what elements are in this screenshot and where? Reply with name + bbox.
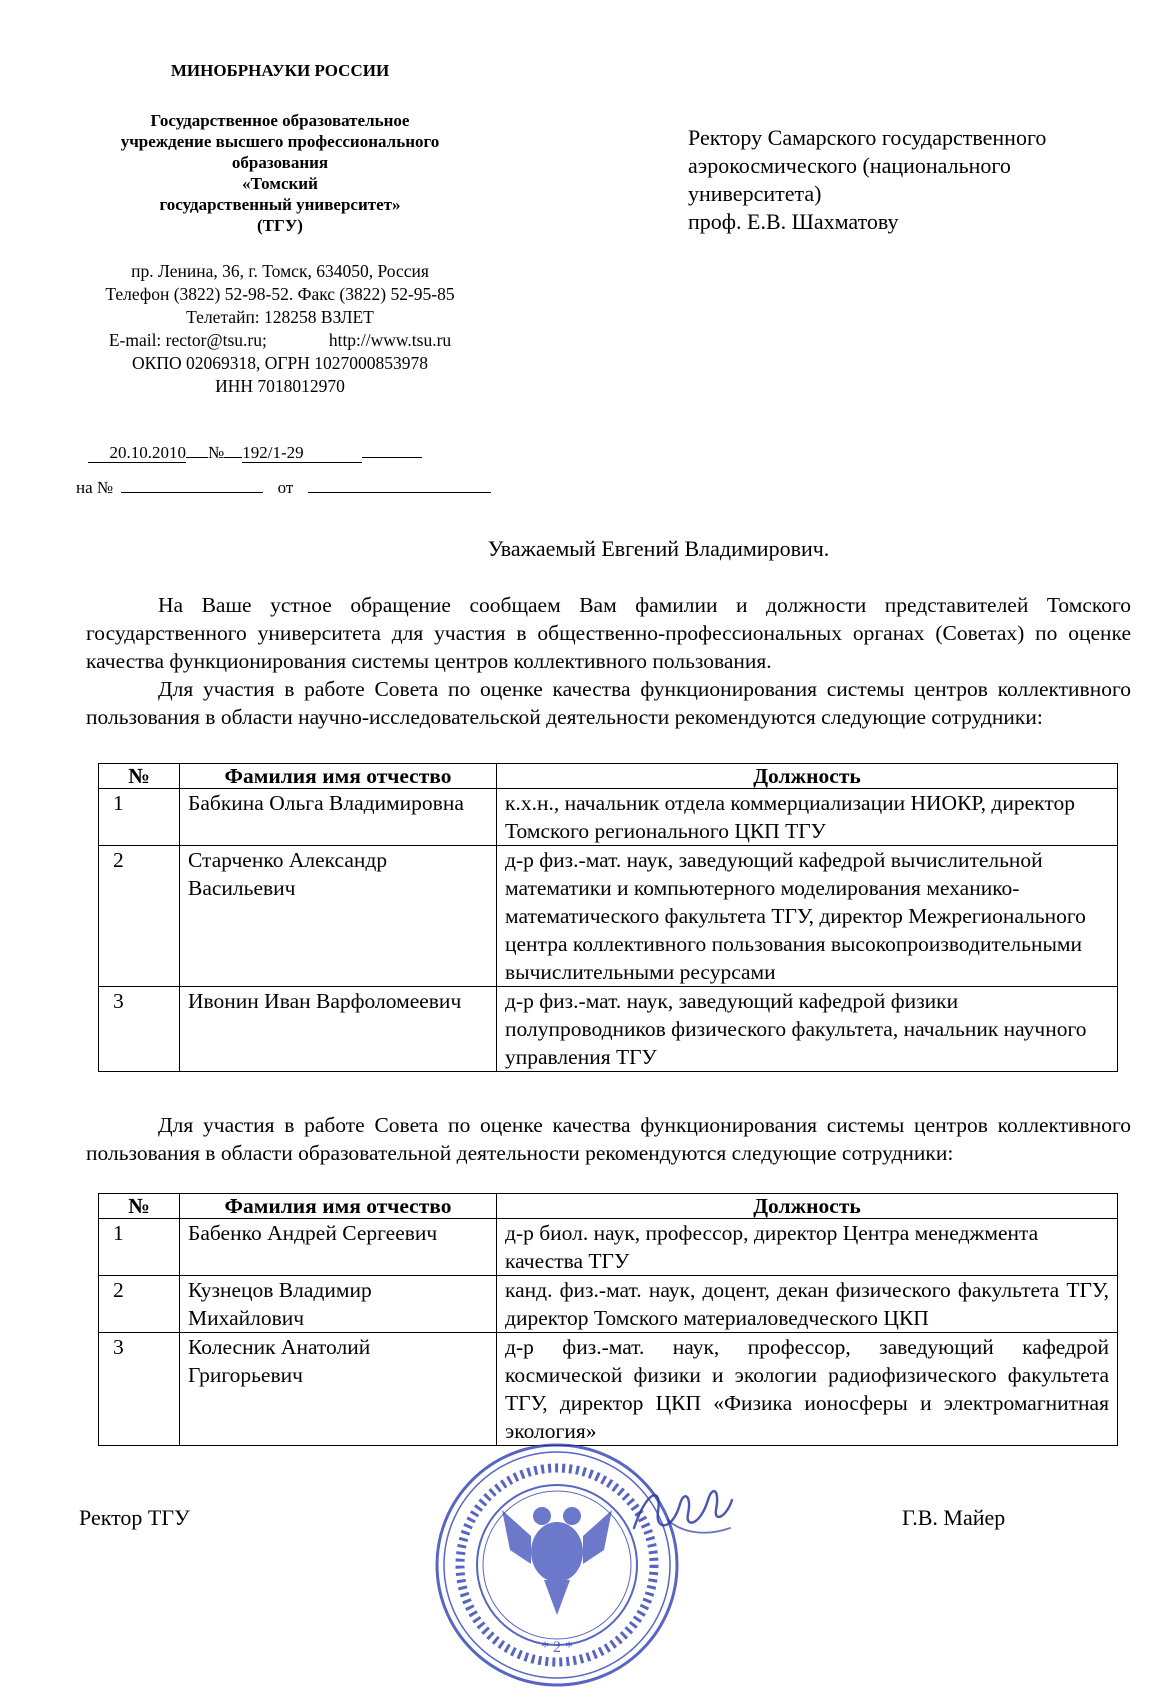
ministry-name: МИНОБРНАУКИ РОССИИ [170,61,390,80]
table-header-row [99,764,1118,789]
row-name: Колесник Анатолий Григорьевич [180,1333,497,1446]
org-line: «Томский [242,174,318,193]
org-line: учреждение высшего профессионального [120,132,440,151]
okpo-ogrn: ОКПО 02069318, ОГРН 1027000853978 [132,353,428,373]
email: E-mail: rector@tsu.ru; [108,330,267,350]
greeting: Уважаемый Евгений Владимирович. [487,536,830,561]
organization-name [60,110,500,236]
table-header-row [99,1194,1118,1219]
table-row [99,987,1118,1072]
email-website-row [60,329,500,352]
recipient-line: аэрокосмического (национального [688,153,1011,178]
number-value: 192/1-29 [242,444,362,463]
row-position: д-р физ.-мат. наук, заведующий кафедрой физики полупроводников физического факультета, начальник научного управления ТГУ [497,987,1118,1072]
header-position: Должность [497,764,1118,789]
number-label: № [208,443,225,462]
intro-paragraph: На Ваше устное обращение сообщаем Вам фамилии и должности представителей Томского государственного университета для участия в общественно-профессиональных органах (Советах) по оценке качества функционирования системы центров коллективного пользования. [86,593,1131,673]
row-name: Бабкина Ольга Владимировна [180,789,497,846]
phone-fax: Телефон (3822) 52-98-52. Факс (3822) 52-95-85 [105,284,455,304]
row-position: д-р биол. наук, профессор, директор Центра менеджмента качества ТГУ [497,1219,1118,1276]
postal-address: пр. Ленина, 36, г. Томск, 634050, Россия [131,261,429,281]
rector-signature [628,1470,738,1550]
row-num: 1 [99,789,180,846]
education-staff-table [98,1193,1118,1446]
contact-details [60,260,500,398]
website: http://www.tsu.ru [328,330,452,350]
row-num: 2 [99,846,180,987]
header-position: Должность [497,1194,1118,1219]
header-num: № [99,1194,180,1219]
row-position: канд. физ.-мат. наук, доцент, декан физического факультета ТГУ, директор Томского материаловедческого ЦКП [497,1276,1118,1333]
research-paragraph: Для участия в работе Совета по оценке качества функционирования системы центров коллективного пользования в области научно-исследовательской деятельности рекомендуются следующие сотрудники: [86,677,1131,729]
row-position: д-р физ.-мат. наук, заведующий кафедрой вычислительной математики и компьютерного моделирования механико-математического факультета ТГУ, директор Межрегионального центра коллективного пользования высокопроизводительными вычислительными ресурсами [497,846,1118,987]
table-row [99,846,1118,987]
ref-label: на № [76,478,114,497]
row-position: к.х.н., начальник отдела коммерциализации НИОКР, директор Томского регионального ЦКП ТГУ [497,789,1118,846]
row-num: 1 [99,1219,180,1276]
header-num: № [99,764,180,789]
recipient-line: Ректору Самарского государственного [688,125,1047,150]
inn: ИНН 7018012970 [215,376,345,396]
signatory-title: Ректор ТГУ [79,1505,190,1530]
svg-text:* 2 *: * 2 * [541,1639,573,1656]
table-row [99,1219,1118,1276]
row-position: д-р физ.-мат. наук, профессор, заведующий кафедрой космической физики и экологии радиофизического факультета ТГУ, директор ЦКП «Физика ионосферы и электромагнитная экология» [497,1333,1118,1446]
org-line: Государственное образовательное [150,111,410,130]
org-line: (ТГУ) [257,216,303,235]
incoming-reference [76,478,491,498]
outgoing-registration [88,443,422,463]
teletype: Телетайп: 128258 ВЗЛЕТ [186,307,374,327]
table-row [99,1276,1118,1333]
recipient-block [688,124,1138,236]
row-name: Ивонин Иван Варфоломеевич [180,987,497,1072]
row-num: 3 [99,1333,180,1446]
education-paragraph: Для участия в работе Совета по оценке качества функционирования системы центров коллективного пользования в области образовательной деятельности рекомендуются следующие сотрудники: [86,1113,1131,1165]
row-name: Старченко Александр Васильевич [180,846,497,987]
row-num: 3 [99,987,180,1072]
table-row [99,789,1118,846]
signatory-name: Г.В. Майер [902,1505,1006,1530]
sender-header [60,60,500,398]
research-staff-table [98,763,1118,1072]
org-line: государственный университет» [159,195,401,214]
row-num: 2 [99,1276,180,1333]
org-line: образования [231,153,329,172]
recipient-line: университета) [688,181,822,206]
date-value: 20.10.2010 [88,444,186,463]
header-name: Фамилия имя отчество [180,1194,497,1219]
row-name: Кузнецов Владимир Михайлович [180,1276,497,1333]
header-name: Фамилия имя отчество [180,764,497,789]
row-name: Бабенко Андрей Сергеевич [180,1219,497,1276]
from-label: от [277,478,294,497]
recipient-line: проф. Е.В. Шахматову [688,209,899,234]
table-row [99,1333,1118,1446]
